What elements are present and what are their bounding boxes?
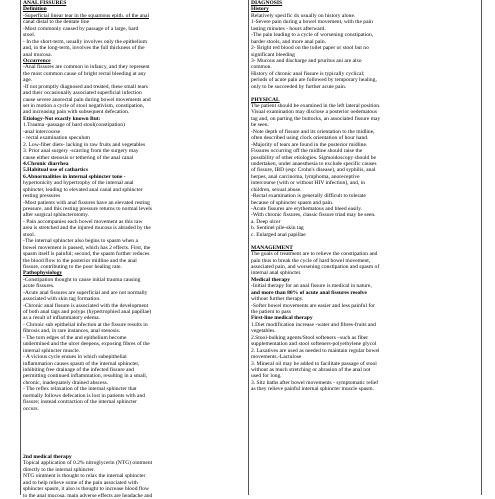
text-line: be seen.: [251, 122, 269, 129]
left-column-text: [23, 0, 246, 412]
text-line: -Constipation thought to cause initial trauma causing: [23, 276, 141, 283]
text-line: intercourse (with or without HIV infection), and, in: [251, 180, 366, 187]
text-line: 3. Mineral oil may be added to facilitate passage of stool: [251, 360, 377, 367]
text-line: -The internal sphincter also begins to spasm when a: [23, 238, 138, 245]
text-line: fibrosis and, in rare instances, anal stenosis.: [23, 328, 121, 335]
text-line: 2. Low-fiber diets- lacking in raw fruits and vegetables: [23, 141, 146, 148]
text-line: lasting minutes - hours afterward.: [251, 25, 326, 32]
text-line: The patient should be examined in the left lateral position.: [251, 103, 381, 109]
section-heading: Pathophysiology: [23, 270, 63, 277]
text-line: -Superficial linear tear in the squamous epith. of the anal: [23, 12, 149, 19]
text-line: associated pain, and worsening constipation and spasm of: [251, 263, 380, 270]
text-line: 2- Bright red blood on the toilet paper or stool but no: [251, 45, 369, 52]
text-line: without further therapy.: [251, 296, 304, 303]
text-line: possibility of other etiologies. Sigmoidoscopy should be: [251, 154, 376, 161]
text-line: Relatively specific dx usually on history alone.: [251, 12, 356, 19]
text-line: as they relieve painful internal sphincter muscle spasm.: [251, 386, 374, 393]
section-heading: PHYSICAL: [251, 96, 280, 103]
text-line: and increasing pain with subsequent defecation.: [23, 109, 130, 116]
medical-therapy-section: [23, 454, 246, 499]
text-line: -Rectal examination is generally difficult to tolerate: [251, 193, 366, 200]
text-line: as a result of inflammatory edema.: [23, 315, 101, 322]
text-line: and to help relieve some of the pain associated with: [23, 479, 138, 486]
section-heading: ANAL FISSURES: [23, 0, 67, 6]
text-line: permitting continued inflammation, resulting in a small,: [23, 373, 148, 380]
text-line: pressure, and this resting pressure returns to normal levels: [23, 206, 152, 212]
text-line: -Chronic anal fissure is associated with the development: [23, 302, 149, 309]
text-line: - The reflex relaxation of the internal sphincter that: [23, 386, 137, 393]
text-line: - In the short-term, usually involves only the epithelium: [23, 38, 148, 45]
text-line: Medical therapy: [251, 276, 290, 283]
text-line: fissure; instead contraction of the internal sphincter: [23, 399, 137, 406]
text-line: hypertonicity and hypertrophy of the internal anal: [23, 180, 134, 187]
text-line: cause either stenosis or tethering of the anal canal: [23, 154, 134, 161]
text-line: 1.Trauma -passage of hard stool(constipation): [23, 122, 125, 129]
text-line: 3- Mucous and discharge and pruritus ani are also: [251, 57, 362, 64]
text-line: First-line medical therapy: [251, 315, 313, 322]
text-line: resting pressures: [23, 193, 61, 200]
text-line: The goals of treatment are to relieve the constipation and: [251, 251, 378, 258]
text-line: a. Deep ulcer: [251, 218, 281, 225]
text-line: fissure, contributing to the poor healing rate.: [23, 263, 122, 270]
text-line: - Chronic sub epithelial infection at the fissure results in: [23, 321, 148, 328]
text-line: significant bleeding: [251, 51, 295, 58]
section-heading: History: [251, 6, 269, 13]
text-line: of fissure, IBD (esp: Crohn's disease), and syphilis, anal: [251, 167, 376, 174]
text-line: bowel movement is passed, which has 2 effects. First, the: [23, 244, 151, 251]
text-line: - Pain accompanies each bowel movement as this raw: [23, 218, 143, 225]
text-line: - The torn edges of the and epithelium become: [23, 334, 127, 341]
text-line: -Majority of tears are found in the posterior midline.: [251, 141, 368, 148]
text-line: common.: [251, 64, 272, 71]
text-line: supplementation and stool softeners-polyethylene glycol: [251, 341, 377, 348]
text-line: normally follows defecation is lost in patients with and: [23, 392, 146, 399]
text-line: -Note depth of fissure and its orientation to the midline,: [251, 128, 375, 135]
text-line: Fissures occurring off the midline should raise the: [251, 148, 363, 155]
text-line: inflammation causes spasm of the internal sphincter,: [23, 360, 140, 367]
text-line: vegetables.: [251, 328, 276, 335]
text-line: canal distal to the dentate line: [23, 19, 90, 26]
text-line: tag and, on parting the buttocks, an associated fissure may: [251, 115, 381, 122]
text-line: stool.: [23, 231, 36, 238]
text-line: internal anal sphincter.: [251, 270, 302, 277]
text-line: used for long.: [251, 373, 282, 380]
text-line: Topical application of 0.2% nitroglycerin (NTG) ointment: [23, 460, 153, 467]
text-line: undermined and the ulcer deepens, exposing fibres of the: [23, 341, 150, 348]
text-line: 6.Abnormalities in internal sphincter tone -: [23, 173, 126, 180]
text-line: children, sexual abuse.: [251, 186, 302, 193]
text-line: Visual examination may disclose a posterior oedematous: [251, 109, 377, 116]
text-line: -Most patients with anal fissures have an elevated resting: [23, 199, 150, 206]
text-line: set in motion a cycle of stool negativism, constipation,: [23, 103, 145, 109]
text-line: 1.Diet modification increase -water and fibres-fruits and: [251, 321, 376, 328]
text-line: associated with skin tag formation.: [23, 296, 101, 303]
text-line: area is stretched and the injured mucosa is abraded by the: [23, 225, 151, 232]
text-line: -Anal fissures are common in infancy, and they represent: [23, 64, 150, 71]
text-line: often described using clock orientation of hour hand.: [251, 135, 369, 142]
right-column: [251, 0, 478, 393]
text-line: -anal intercourse: [23, 128, 61, 135]
text-line: and more than 80% of acute anal fissures resolve: [251, 289, 367, 296]
text-line: the blood flow to the posterior midline and the anal: [23, 257, 137, 264]
text-line: -With chronic fissures, classic fissure triad may be seen.: [251, 212, 376, 219]
right-column-text: [251, 0, 478, 393]
text-line: -If not promptly diagnosed and treated, these small tears: [23, 83, 148, 90]
text-line: -Softer bowel movements are easier and less painful for: [251, 302, 375, 309]
column-divider: [248, 0, 249, 495]
text-line: herpes, anal carcinoma, lymphoma, anoreceptive: [251, 173, 360, 180]
text-line: 5.Habitual use of cathartics: [23, 167, 89, 174]
text-line: acute fissures.: [23, 283, 55, 290]
text-line: cause severe anorectal pain during bowel movements and: [23, 96, 151, 103]
text-line: age.: [23, 77, 33, 84]
text-line: and, in the long-term, involves the full thickness of the: [23, 45, 145, 52]
text-line: Etiology-Not exactly known But:: [23, 115, 101, 122]
section-heading: Occurrence: [23, 57, 51, 64]
text-line: after surgical sphincterotomy.: [23, 212, 89, 219]
text-line: 2nd medical therapy: [23, 454, 72, 460]
text-line: periods of acute pain are followed by temporary healing,: [251, 77, 377, 84]
text-line: -Most commonly caused by passage of a large, hard: [23, 25, 139, 32]
text-line: pain thus to break the cycle of hard bowel movement,: [251, 257, 371, 264]
text-line: the patient to pass: [251, 309, 291, 315]
text-line: stool.: [23, 32, 36, 39]
text-line: inhibiting free drainage of the infected fissure and: [23, 366, 135, 373]
text-line: - A vicious cycle ensues in which subepithelial: [23, 354, 127, 361]
text-line: and their occasionally associated superficial infection: [23, 90, 142, 97]
text-line: -Acute fissures are erythematous and bleed easily.: [251, 206, 362, 212]
text-line: -The pain leading to a cycle of worsening constipation,: [251, 32, 374, 39]
text-line: 3. Sitz baths after bowel movements - symptomatic relief: [251, 379, 379, 386]
text-line: directly to the internal sphincter.: [23, 466, 95, 473]
section-heading: Definition: [23, 6, 47, 13]
left-column: [23, 0, 246, 499]
text-line: 3. Prior anal surgery -scarring from the surgery may: [23, 148, 139, 155]
text-line: harder stools, and more anal pain.: [251, 38, 327, 45]
text-line: the most common cause of bright rectal bleeding at any: [23, 70, 147, 77]
text-line: only to be succeeded by further acute pain.: [251, 83, 347, 90]
text-line: History of chronic anal fissure is typically cyclical;: [251, 70, 365, 77]
text-line: sphincter spasm, it also is thought to increase blood flow: [23, 486, 150, 493]
text-line: undertaken, under anaesthesia to exclude specific causes: [251, 160, 377, 167]
text-line: NTG ointment is thought to relax the internal sphincter: [23, 473, 146, 480]
text-line: anal mucosa.: [23, 51, 52, 58]
text-line: chronic, inadequately drained abscess.: [23, 379, 109, 386]
text-line: 2. Laxatives are used as needed to maintain regular bowel: [251, 347, 380, 354]
spacer: [23, 436, 246, 454]
text-line: b. Sentinel pile-skin tag: [251, 225, 304, 232]
text-line: movements.-Lactulose: [251, 354, 302, 361]
section-heading: MANAGEMENT: [251, 244, 293, 251]
text-line: to the anal mucosa. main adverse effects are headache and: [23, 492, 153, 499]
text-line: because of sphincter spasm and pain.: [251, 199, 334, 206]
text-line: -Initial therapy for an anal fissure is medical in nature,: [251, 283, 372, 290]
text-line: 1-Severe pain during a bowel movement, with the pain: [251, 19, 373, 26]
text-line: 4.Chronic diarrhea: [23, 160, 69, 167]
text-line: internal sphincter muscle.: [23, 347, 81, 354]
text-line: - rectal examination speculum: [23, 135, 90, 142]
text-line: without as much stretching or abrasion of the anal not: [251, 366, 371, 373]
text-line: 2.Stool-bulking agents/Stool softeners –such as fiber: [251, 334, 369, 341]
section-heading: DIAGNOSIS: [251, 0, 283, 6]
text-line: of both anal tags and polyps (hypertrophied anal papillae): [23, 309, 152, 315]
text-line: c. Enlarged anal papillae: [251, 231, 306, 238]
text-line: spasm itself is painful; second, the spasm further reduces: [23, 251, 150, 258]
text-line: sphincter, leading to elevated anal canal and sphincter: [23, 186, 143, 193]
text-line: -Acute anal fissures are superficial and are not normally: [23, 289, 148, 296]
text-line: occurs.: [23, 405, 39, 412]
spacer: [23, 412, 246, 436]
